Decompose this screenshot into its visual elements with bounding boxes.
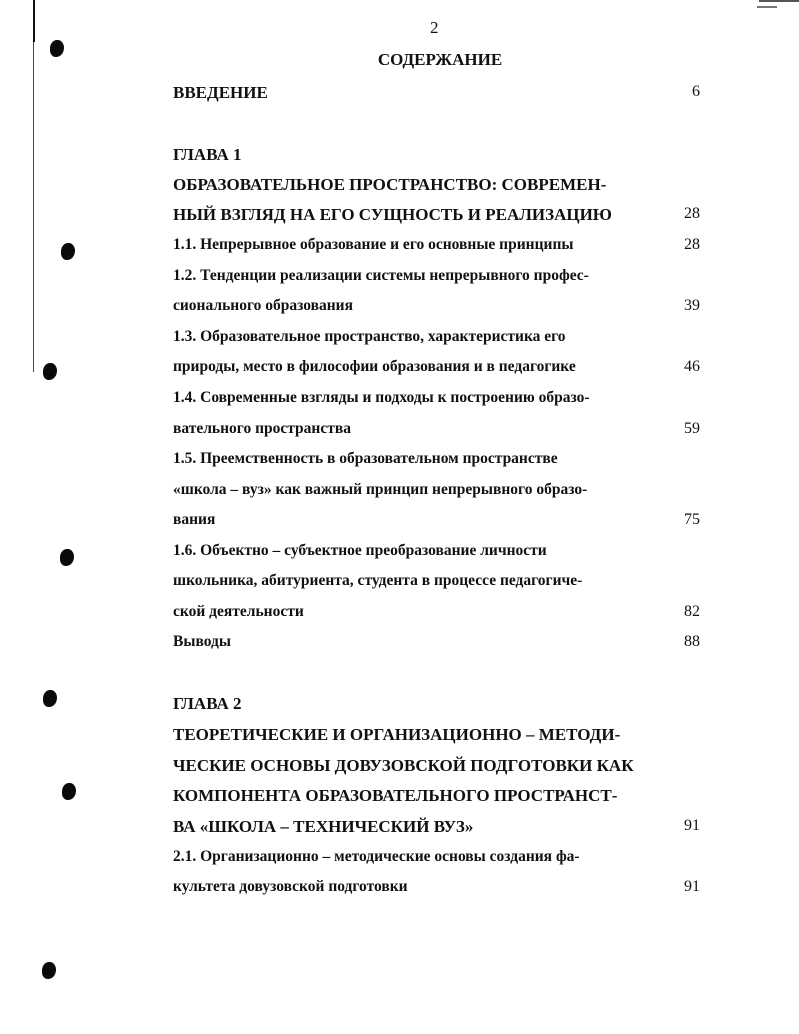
toc-section-line: вания [173, 511, 216, 528]
binding-line [33, 0, 35, 42]
binding-line [33, 42, 34, 372]
chapter-heading: ГЛАВА 1 [173, 145, 242, 164]
chapter-title-line: ВА «ШКОЛА – ТЕХНИЧЕСКИЙ ВУЗ» [173, 817, 474, 836]
toc-page-number: 59 [684, 420, 700, 437]
chapter-heading: ГЛАВА 2 [173, 694, 242, 713]
toc-section-line: сионального образования [173, 297, 353, 314]
toc-section-line: вательного пространства [173, 420, 351, 437]
scan-edge-mark [759, 0, 799, 10]
chapter-title-line: ОБРАЗОВАТЕЛЬНОЕ ПРОСТРАНСТВО: СОВРЕМЕН- [173, 175, 607, 194]
chapter-title-line: ТЕОРЕТИЧЕСКИЕ И ОРГАНИЗАЦИОННО – МЕТОДИ- [173, 725, 621, 744]
toc-section-line: 1.6. Объектно – субъектное преобразование личности [173, 542, 547, 559]
toc-section-line: 2.1. Организационно – методические основы создания фа- [173, 848, 580, 865]
punch-hole-mark [43, 690, 57, 707]
toc-section-line: школьника, абитуриента, студента в процессе педагогиче- [173, 572, 583, 589]
toc-page-number: 88 [684, 633, 700, 650]
toc-page-number: 91 [684, 878, 700, 895]
toc-section-line: культета довузовской подготовки [173, 878, 408, 895]
toc-section-line: 1.4. Современные взгляды и подходы к построению образо- [173, 389, 590, 406]
chapter-title-line: ЧЕСКИЕ ОСНОВЫ ДОВУЗОВСКОЙ ПОДГОТОВКИ КАК [173, 756, 634, 775]
toc-section-line: 1.2. Тенденции реализации системы непрерывного профес- [173, 267, 589, 284]
toc-section-line: природы, место в философии образования и в педагогике [173, 358, 576, 375]
toc-page-number: 82 [684, 603, 700, 620]
chapter-title-line: КОМПОНЕНТА ОБРАЗОВАТЕЛЬНОГО ПРОСТРАНСТ- [173, 786, 618, 805]
toc-section-line: Выводы [173, 633, 231, 650]
toc-page-number: 39 [684, 297, 700, 314]
toc-title: СОДЕРЖАНИЕ [377, 50, 503, 69]
toc-page-number: 75 [684, 511, 700, 528]
punch-hole-mark [42, 962, 56, 979]
page-number: 2 [430, 18, 439, 37]
toc-page-number: 6 [692, 83, 700, 100]
toc-page-number: 28 [684, 236, 700, 253]
toc-section-line: 1.1. Непрерывное образование и его основные принципы [173, 236, 574, 253]
toc-entry-intro: ВВЕДЕНИЕ [173, 83, 268, 102]
toc-page-number: 91 [684, 817, 700, 834]
toc-page-number: 46 [684, 358, 700, 375]
toc-section-line: «школа – вуз» как важный принцип непрерывного образо- [173, 481, 588, 498]
punch-hole-mark [62, 783, 76, 800]
punch-hole-mark [50, 40, 64, 57]
toc-page-number: 28 [684, 205, 700, 222]
punch-hole-mark [60, 549, 74, 566]
punch-hole-mark [61, 243, 75, 260]
chapter-title-line: НЫЙ ВЗГЛЯД НА ЕГО СУЩНОСТЬ И РЕАЛИЗАЦИЮ [173, 205, 612, 224]
toc-section-line: 1.3. Образовательное пространство, характеристика его [173, 328, 566, 345]
toc-section-line: 1.5. Преемственность в образовательном пространстве [173, 450, 558, 467]
toc-section-line: ской деятельности [173, 603, 304, 620]
punch-hole-mark [43, 363, 57, 380]
scan-edge-mark [757, 6, 777, 8]
